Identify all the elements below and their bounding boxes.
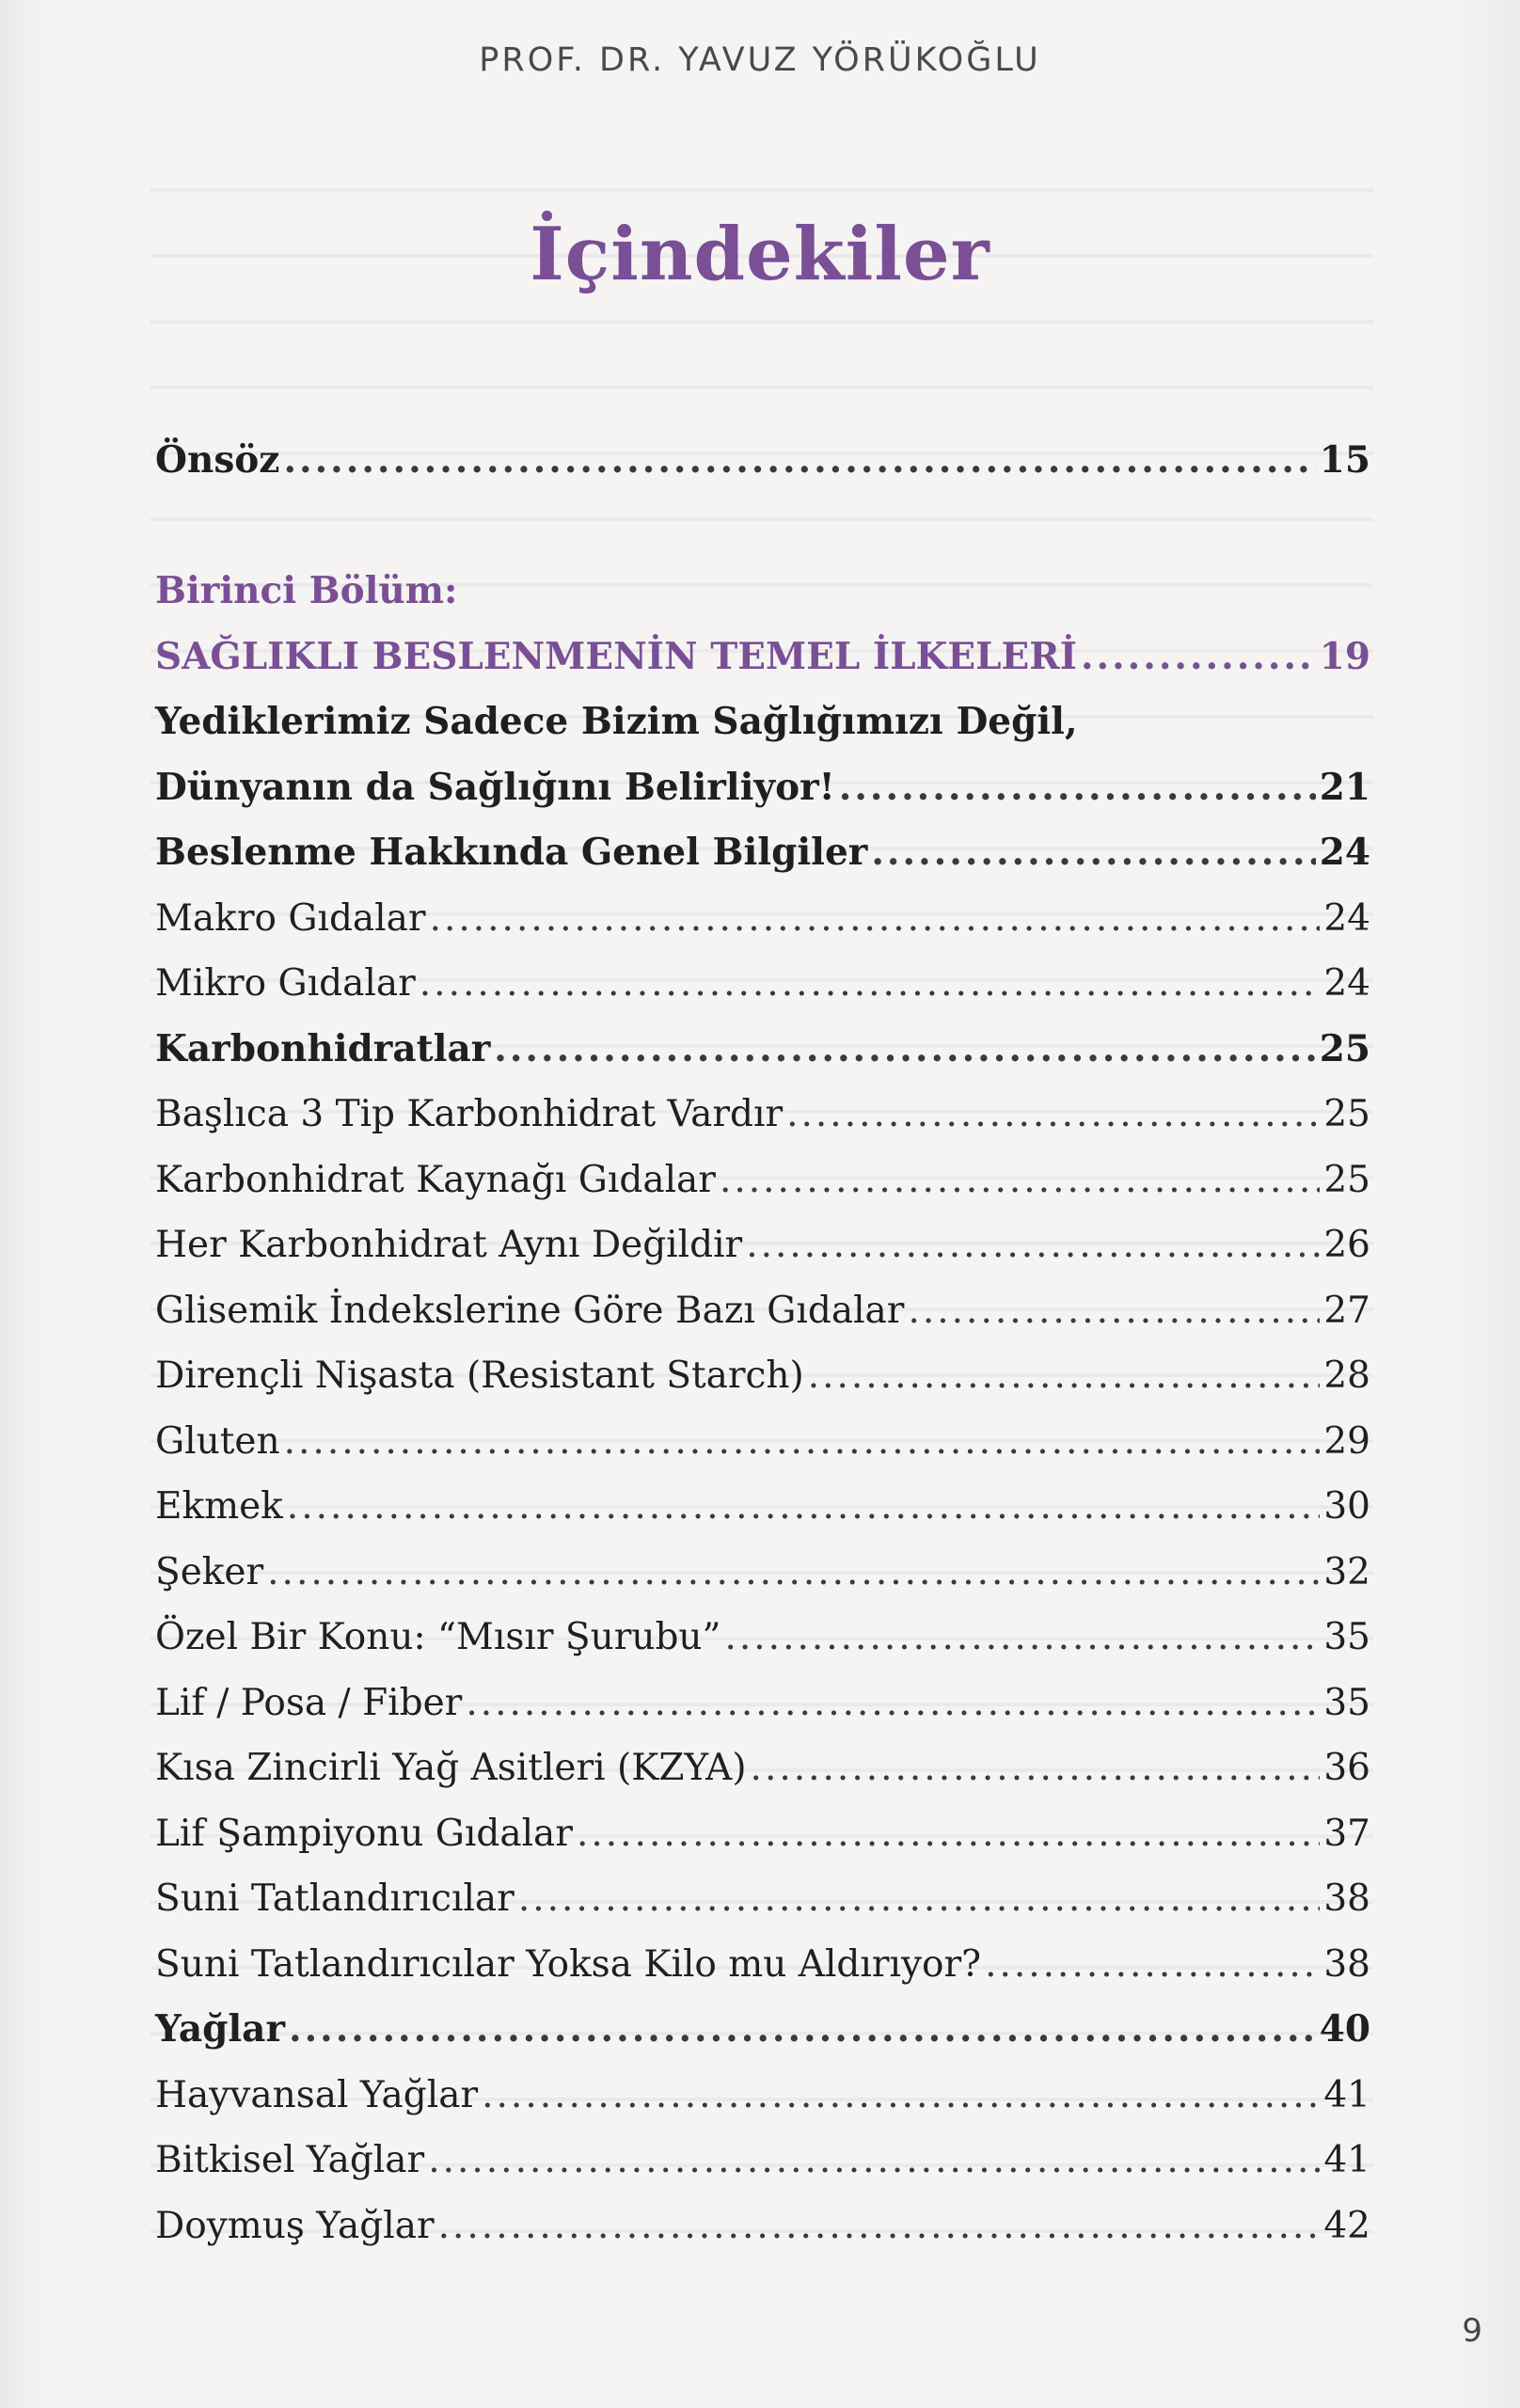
toc-entry	[155, 1540, 1370, 1606]
toc-entry-page: 30	[1323, 1485, 1370, 1528]
dot-leader	[283, 428, 1315, 494]
toc-entry	[155, 886, 1370, 952]
toc-entry	[155, 2128, 1370, 2194]
toc-entry	[155, 1474, 1370, 1540]
toc-entry-label: Glisemik İndekslerine Göre Bazı Gıdalar	[155, 1289, 905, 1332]
toc-entry-label: Kısa Zincirli Yağ Asitleri (KZYA)	[155, 1747, 747, 1789]
dot-leader	[466, 1671, 1320, 1736]
toc-entry-label: Lif / Posa / Fiber	[155, 1681, 463, 1724]
toc-entry-label: Önsöz	[155, 438, 280, 482]
toc-entry	[155, 1343, 1370, 1409]
toc-entry-page: 19	[1319, 634, 1370, 678]
toc-entry-label: Lif Şampiyonu Gıdalar	[155, 1812, 573, 1855]
toc-entry-page: 42	[1323, 2204, 1370, 2247]
toc-entry	[155, 1735, 1370, 1801]
dot-leader	[746, 1212, 1320, 1278]
toc-entry-page: 26	[1323, 1224, 1370, 1266]
dot-leader	[985, 1932, 1320, 1998]
toc-entry-label: Suni Tatlandırıcılar Yoksa Kilo mu Aldırıyor?	[155, 1942, 982, 1986]
page-number: 9	[1462, 2312, 1482, 2350]
toc-entry-page: 41	[1323, 2073, 1370, 2116]
toc-entry-label: Özel Bir Konu: “Mısır Şurubu”	[155, 1616, 721, 1658]
toc-entry-label: Suni Tatlandırıcılar	[155, 1877, 515, 1920]
dot-leader	[482, 2063, 1320, 2129]
toc-entry-label: SAĞLIKLI BESLENMENİN TEMEL İLKELERİ	[155, 634, 1077, 678]
toc-entry-label: Yediklerimiz Sadece Bizim Sağlığımızı Değil,	[155, 700, 1078, 743]
part-label	[155, 559, 1370, 625]
toc-entry	[155, 625, 1370, 690]
toc-entry	[155, 1866, 1370, 1932]
toc-entry-label: Birinci Bölüm:	[155, 569, 458, 612]
toc-entry	[155, 1409, 1370, 1475]
toc-entry-label: Beslenme Hakkında Genel Bilgiler	[155, 831, 868, 874]
toc-entry-label: Dünyanın da Sağlığını Belirliyor!	[155, 765, 835, 809]
dot-leader	[428, 2128, 1320, 2194]
toc-entry	[155, 1017, 1370, 1083]
spacer	[155, 494, 1370, 560]
toc-entry-page: 24	[1319, 831, 1370, 874]
toc-entry-page: 28	[1323, 1354, 1370, 1397]
toc-entry	[155, 1671, 1370, 1736]
toc-entry-page: 21	[1319, 765, 1370, 809]
toc-entry-page: 25	[1319, 1026, 1370, 1070]
dot-leader	[289, 1997, 1316, 2063]
toc-entry-page: 35	[1323, 1681, 1370, 1724]
toc-entry-label: Makro Gıdalar	[155, 896, 426, 940]
toc-entry	[155, 2194, 1370, 2259]
toc-entry-page: 15	[1319, 438, 1370, 482]
toc-entry	[155, 689, 1370, 755]
toc-entry-label: Karbonhidrat Kaynağı Gıdalar	[155, 1158, 716, 1201]
dot-leader	[908, 1278, 1320, 1344]
toc-entry	[155, 1932, 1370, 1998]
dot-leader	[724, 1605, 1320, 1671]
toc-entry-label: Gluten	[155, 1419, 280, 1463]
toc-entry-page: 24	[1323, 962, 1370, 1005]
dot-leader	[494, 1017, 1315, 1083]
toc-entry	[155, 1801, 1370, 1867]
toc-entry-label: Karbonhidratlar	[155, 1026, 491, 1070]
toc-entry	[155, 1212, 1370, 1278]
toc-entry-page: 40	[1319, 2007, 1370, 2051]
toc-entry-label: Yağlar	[155, 2007, 285, 2051]
toc-entry-label: Mikro Gıdalar	[155, 962, 416, 1005]
dot-leader	[871, 820, 1315, 886]
toc-entry	[155, 755, 1370, 821]
toc-entry-label: Bitkisel Yağlar	[155, 2139, 425, 2181]
dot-leader	[786, 1082, 1320, 1148]
toc-entry	[155, 1082, 1370, 1148]
toc-entry-label: Başlıca 3 Tip Karbonhidrat Vardır	[155, 1093, 784, 1135]
toc-entry-page: 27	[1323, 1289, 1370, 1332]
toc-entry-page: 25	[1323, 1158, 1370, 1201]
dot-leader	[839, 755, 1316, 821]
dot-leader	[518, 1866, 1321, 1932]
dot-leader	[808, 1343, 1321, 1409]
toc-entry	[155, 1148, 1370, 1213]
toc-entry	[155, 820, 1370, 886]
toc-entry-label: Hayvansal Yağlar	[155, 2073, 479, 2116]
dot-leader	[577, 1801, 1320, 1867]
toc-entry-page: 38	[1323, 1877, 1370, 1920]
toc-entry-page: 37	[1323, 1812, 1370, 1855]
dot-leader	[267, 1540, 1320, 1606]
toc-entry-page: 24	[1323, 896, 1370, 940]
toc-entry-page: 38	[1323, 1942, 1370, 1986]
toc-entry	[155, 951, 1370, 1017]
toc-entry-page: 25	[1323, 1093, 1370, 1135]
dot-leader	[287, 1474, 1321, 1540]
toc-entry-page: 29	[1323, 1419, 1370, 1463]
toc-entry-label: Her Karbonhidrat Aynı Değildir	[155, 1224, 743, 1266]
toc-entry	[155, 1605, 1370, 1671]
dot-leader	[720, 1148, 1320, 1213]
toc-entry-label: Doymuş Yağlar	[155, 2204, 435, 2247]
dot-leader	[1081, 625, 1316, 690]
dot-leader	[284, 1409, 1321, 1475]
toc-entry-label: Şeker	[155, 1550, 264, 1593]
dot-leader	[430, 886, 1321, 952]
toc-entry-page: 32	[1323, 1550, 1370, 1593]
toc-entry-label: Ekmek	[155, 1485, 283, 1528]
toc-entry	[155, 428, 1370, 494]
table-of-contents	[155, 428, 1370, 2258]
running-head: PROF. DR. YAVUZ YÖRÜKOĞLU	[479, 41, 1041, 79]
toc-entry	[155, 1997, 1370, 2063]
toc-entry-page: 41	[1323, 2139, 1370, 2181]
toc-entry	[155, 1278, 1370, 1344]
dot-leader	[438, 2194, 1321, 2259]
page-title: İçindekiler	[530, 212, 990, 297]
toc-entry-page: 36	[1323, 1747, 1370, 1789]
toc-entry-page: 35	[1323, 1616, 1370, 1658]
dot-leader	[420, 951, 1321, 1017]
toc-entry	[155, 2063, 1370, 2129]
toc-entry-label: Dirençli Nişasta (Resistant Starch)	[155, 1354, 804, 1397]
dot-leader	[751, 1735, 1321, 1801]
